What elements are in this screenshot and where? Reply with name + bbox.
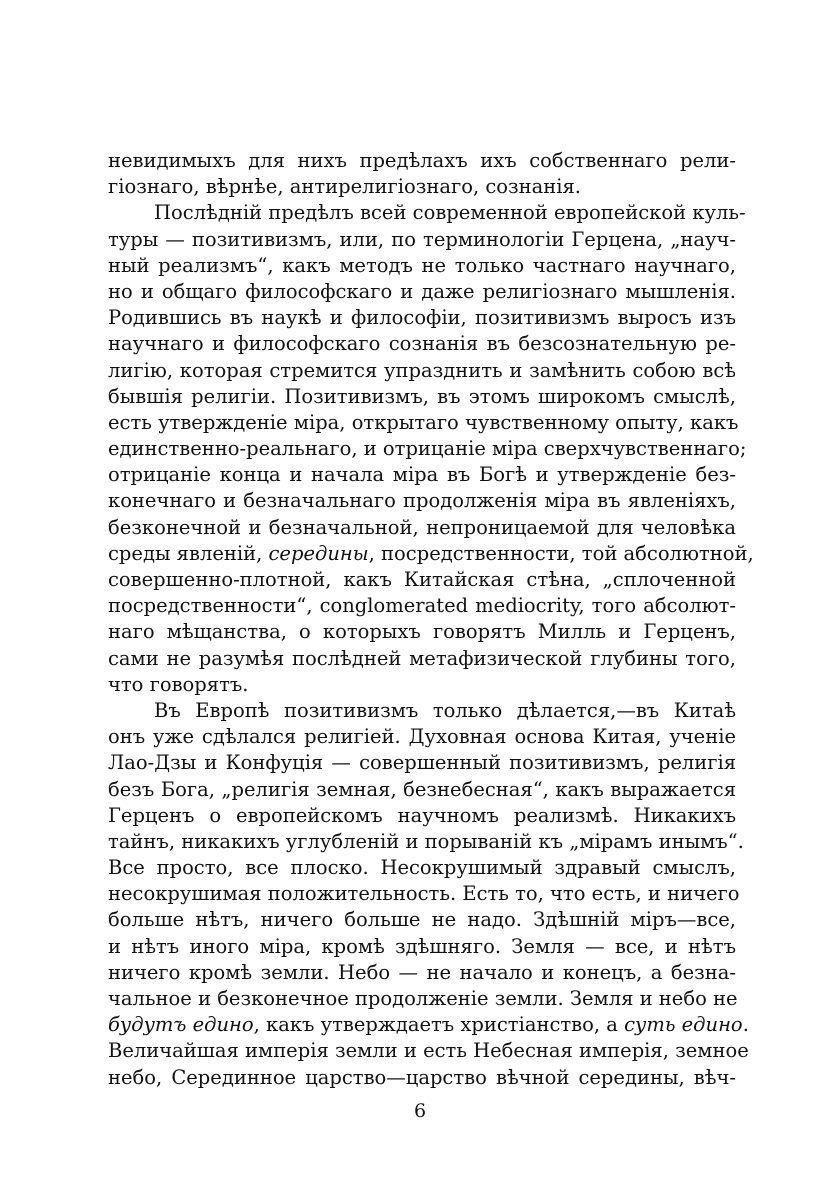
page-number: 6 xyxy=(413,1100,427,1122)
text-line: гіознаго, вѣрнѣе, антирелигіознаго, сознанія. xyxy=(108,175,581,199)
text-segment: . xyxy=(742,1013,749,1037)
text-line: наго мѣщанства, о которыхъ говорятъ Милль и Герценъ, xyxy=(108,620,736,644)
text-line: что говорятъ. xyxy=(108,672,249,696)
text-line: отрицаніе конца и начала міра въ Богѣ и утвержденіе без- xyxy=(108,463,736,487)
text-line xyxy=(108,541,754,567)
text-line: ничего кромѣ земли. Небо — не начало и конецъ, а безна- xyxy=(108,960,736,984)
text-line: онъ уже сдѣлался религіей. Духовная основа Китая, ученіе xyxy=(108,725,736,749)
text-line: есть утвержденіе міра, открытаго чувственному опыту, какъ xyxy=(108,410,739,434)
text-line: Герценъ о европейскомъ научномъ реализмѣ. Никакихъ xyxy=(108,803,736,827)
text-line: сами не разумѣя послѣдней метафизической глубины того, xyxy=(108,646,736,670)
text-line: Въ Европѣ позитивизмъ только дѣлается,—въ Китаѣ xyxy=(154,698,736,722)
text-line: лигію, которая стремится упразднить и замѣнить собою всѣ xyxy=(108,358,736,382)
text-segment: , какъ утверждаетъ христіанство, а xyxy=(253,1013,625,1037)
text-line: Величайшая имперія земли и есть Небесная имперія, земное xyxy=(108,1039,749,1063)
text-line: несокрушимая положительность. Есть то, что есть, и ничего xyxy=(108,882,740,906)
text-segment: , посредственности, той абсолютной, xyxy=(368,541,754,565)
text-line: Лао-Дзы и Конфуція — совершенный позитивизмъ, религія xyxy=(108,751,736,775)
text-segment: среды явленій, xyxy=(108,541,269,565)
body-text xyxy=(108,148,754,1091)
text-line: единственно-реальнаго, и отрицаніе міра сверхчувственнаго; xyxy=(108,437,747,461)
text-line: безконечной и безначальной, непроницаемой для человѣка xyxy=(108,515,736,539)
text-line xyxy=(108,1012,749,1038)
text-line: конечнаго и безначальнаго продолженія міра въ явленіяхъ, xyxy=(108,489,736,513)
text-line: Родившись въ наукѣ и философіи, позитивизмъ выросъ изъ xyxy=(108,306,736,330)
text-line: чальное и безконечное продолженіе земли. Земля и небо не xyxy=(108,987,738,1010)
text-line: тайнъ, никакихъ углубленій и порываній къ „мірамъ инымъ“. xyxy=(108,829,744,853)
italic-emphasis: суть едино xyxy=(624,1013,743,1037)
text-line: научнаго и философскаго сознанія въ безсознательную ре- xyxy=(108,332,736,356)
text-line: безъ Бога, „религія земная, безнебесная“, какъ выражается xyxy=(108,777,736,801)
text-line: совершенно-плотной, какъ Китайская стѣна, „сплоченной xyxy=(108,568,736,591)
text-line: невидимыхъ для нихъ предѣлахъ ихъ собственнаго рели- xyxy=(108,149,736,172)
text-line: но и общаго философскаго и даже религіознаго мышленія. xyxy=(108,279,736,303)
text-line: больше нѣтъ, ничего больше не надо. Здѣшній міръ—все, xyxy=(108,908,736,932)
text-line: посредственности“, conglomerated mediocrity, того абсолют- xyxy=(108,594,736,618)
text-line: Послѣдній предѣлъ всей современной европейской куль- xyxy=(154,201,746,225)
italic-emphasis: середины xyxy=(268,541,369,565)
text-line: ный реализмъ“, какъ методъ не только частнаго научнаго, xyxy=(108,253,736,277)
italic-emphasis: будутъ едино xyxy=(108,1013,254,1037)
text-line: туры — позитивизмъ, или, по терминологіи Герцена, „науч- xyxy=(108,227,736,251)
text-line: небо, Серединное царство—царство вѣчной середины, вѣч- xyxy=(108,1065,736,1089)
text-line: Все просто, все плоско. Несокрушимый здравый смыслъ, xyxy=(108,856,736,880)
text-line: и нѣтъ иного міра, кромѣ здѣшняго. Земля — все, и нѣтъ xyxy=(108,934,736,958)
text-line: бывшія религіи. Позитивизмъ, въ этомъ широкомъ смыслѣ, xyxy=(108,384,736,408)
